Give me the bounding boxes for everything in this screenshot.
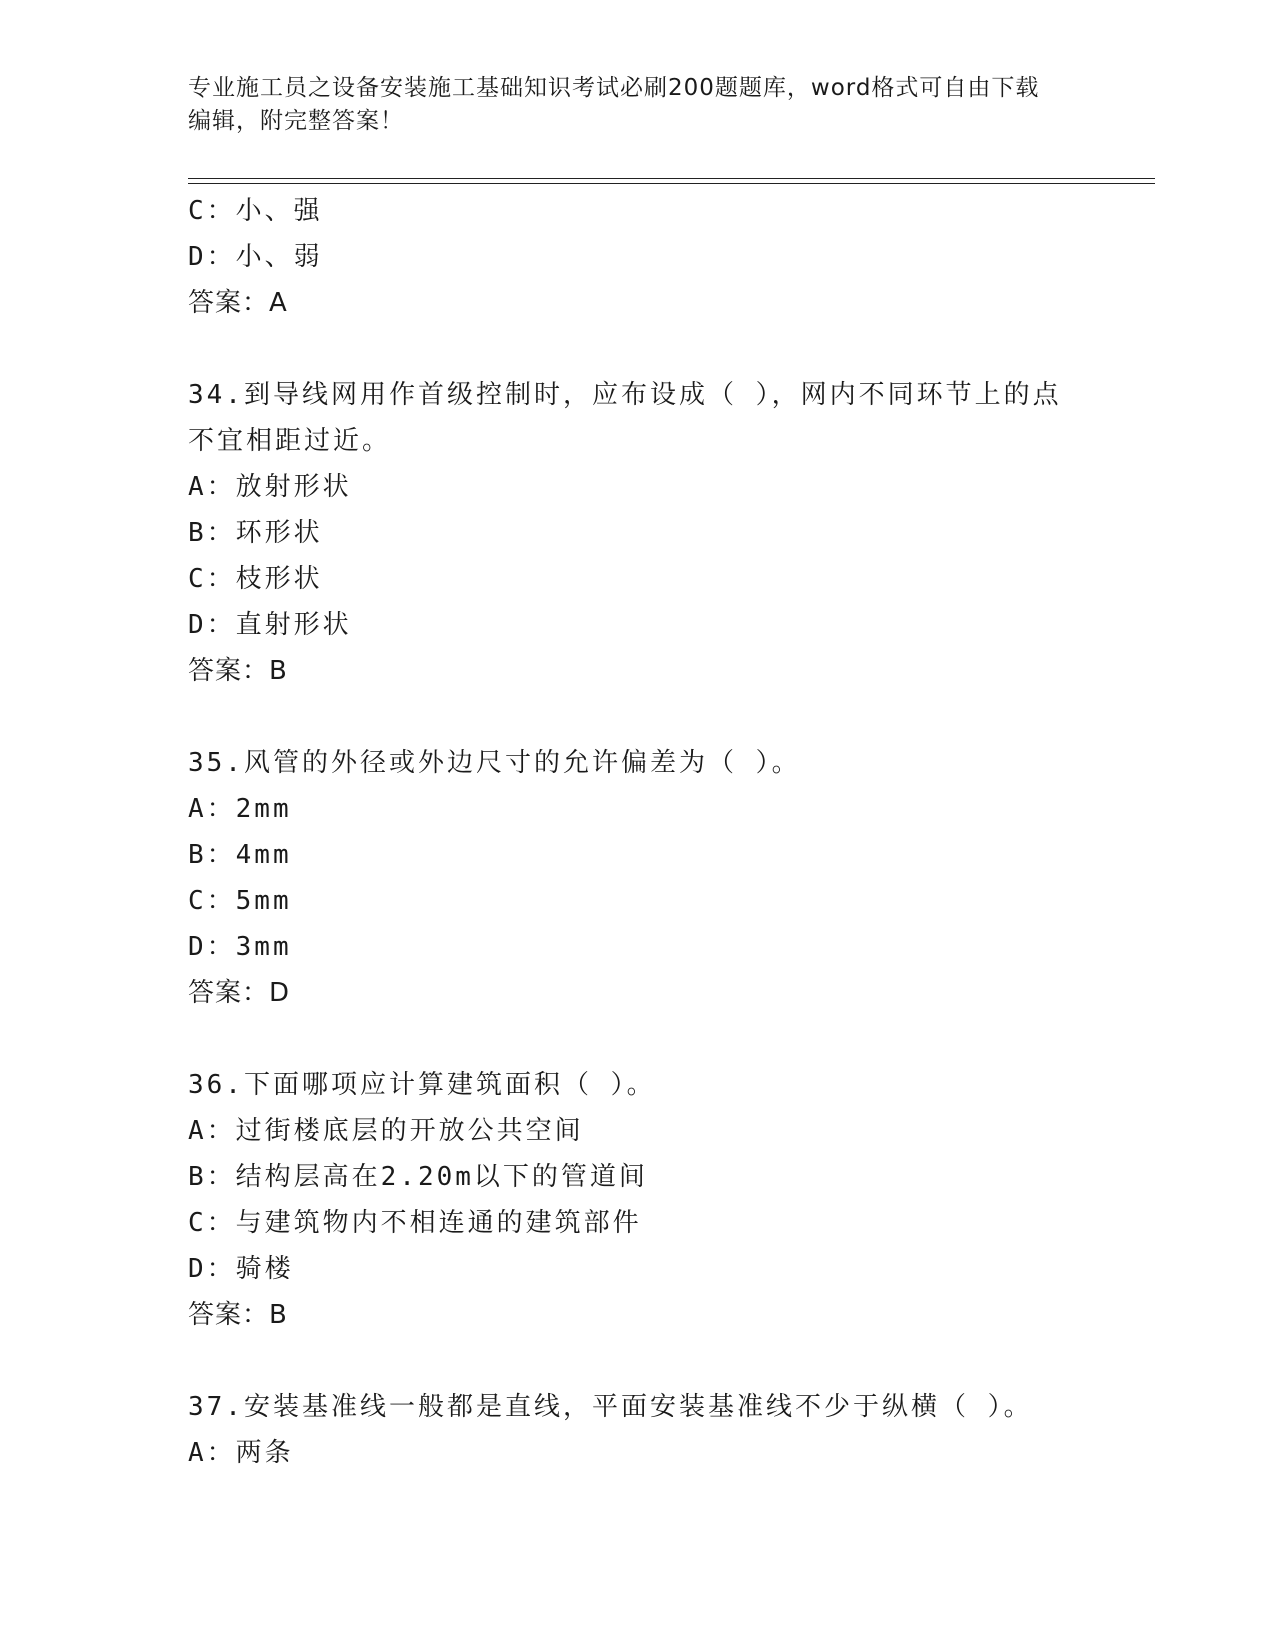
question-37 (188, 1384, 1088, 1476)
answer: 答案：A (188, 288, 288, 318)
option-d: D：骑楼 (188, 1254, 294, 1284)
option-b: B：环形状 (188, 518, 323, 548)
question-34 (188, 372, 1088, 694)
document-header (188, 72, 1088, 138)
question-text-cont: 不宜相距过近。 (188, 426, 392, 456)
question-text: 37.安装基准线一般都是直线，平面安装基准线不少于纵横（ ）。 (188, 1392, 1033, 1422)
answer: 答案：D (188, 978, 291, 1008)
header-divider-top (188, 178, 1155, 179)
header-line-2: 编辑，附完整答案！ (188, 108, 404, 134)
question-block-prev (188, 188, 1088, 326)
answer: 答案：B (188, 656, 288, 686)
question-text: 34.到导线网用作首级控制时，应布设成（ ），网内不同环节上的点 (188, 380, 1062, 410)
question-text: 36.下面哪项应计算建筑面积（ ）。 (188, 1070, 656, 1100)
option-a: A：两条 (188, 1438, 294, 1468)
question-list (188, 188, 1088, 1476)
option-c: C：与建筑物内不相连通的建筑部件 (188, 1208, 642, 1238)
option-b: B：结构层高在2.20m以下的管道间 (188, 1162, 648, 1192)
question-text: 35.风管的外径或外边尺寸的允许偏差为（ ）。 (188, 748, 801, 778)
header-line-1: 专业施工员之设备安装施工基础知识考试必刷200题题库，word格式可自由下载 (188, 75, 1040, 101)
question-35 (188, 740, 1088, 1016)
option-c: C：枝形状 (188, 564, 323, 594)
option-d: D：小、弱 (188, 242, 323, 272)
option-a: A：过街楼底层的开放公共空间 (188, 1116, 584, 1146)
option-c: C：5mm (188, 886, 292, 916)
option-a: A：2mm (188, 794, 292, 824)
option-a: A：放射形状 (188, 472, 352, 502)
option-d: D：直射形状 (188, 610, 352, 640)
question-36 (188, 1062, 1088, 1338)
option-b: B：4mm (188, 840, 292, 870)
option-d: D：3mm (188, 932, 292, 962)
header-divider-bottom (188, 183, 1155, 184)
option-c: C：小、强 (188, 196, 323, 226)
answer: 答案：B (188, 1300, 288, 1330)
